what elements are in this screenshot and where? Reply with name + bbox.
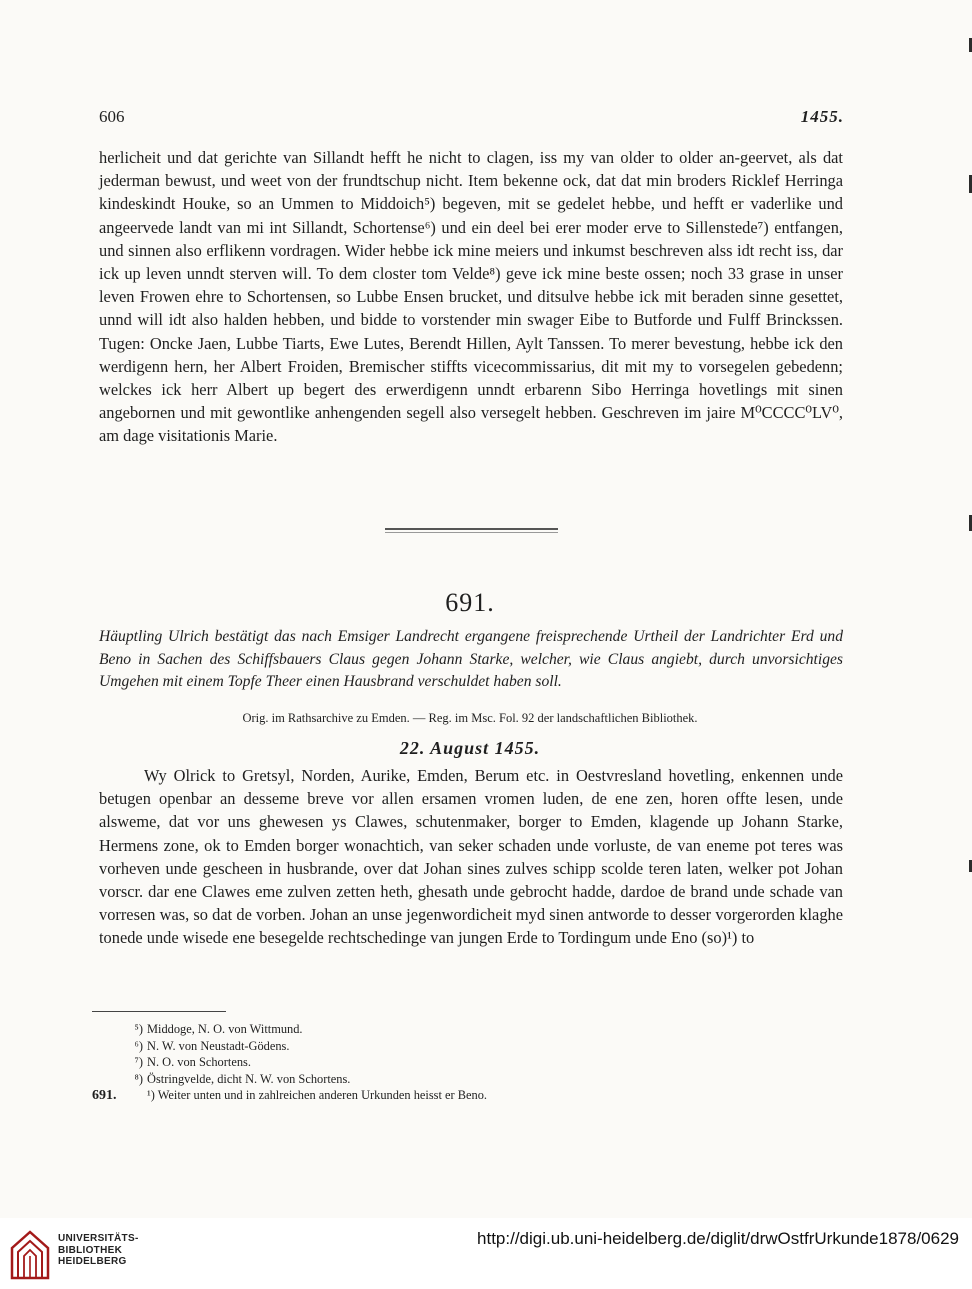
footnote-text: N. O. von Schortens. [147, 1055, 251, 1069]
footnote-text: Östringvelde, dicht N. W. von Schortens. [147, 1071, 351, 1086]
footnote-label: ⁷) [134, 1055, 143, 1069]
footnote-item [92, 1038, 852, 1055]
footnote-text: N. W. von Neustadt-Gödens. [147, 1038, 290, 1053]
library-name-line: UNIVERSITÄTS- [58, 1233, 139, 1244]
document-date: 22. August 1455. [399, 738, 541, 758]
library-name-line: BIBLIOTHEK [58, 1244, 123, 1256]
body-paragraph-1: herlicheit und dat gerichte van Sillandt hefft he nicht to clagen, iss my van older to older an-geervet, als dat jederman bewust, und weet von der frundtschup nicht. Item bekenne ock, dat dat min broders Ricklef Herringa kindeskindt Houke, so an Ummen to Middoich⁵) begeven, mit se gedelet hebbe, und hefft er vaderlike und angeervede landt van mi int Sillandt, Schortense⁶) und ein deel bei erer moder erve to Sillenstede⁷) entfangen, und sinnen also erflikenn vordragen. Wider hebbe ick mine meiers und inkumst beschreven alss idt recht iss, dar ick up leven unndt sterven will. To dem closter tom Velde⁸) geve ick mine beste ossen; noch 33 grase in unser leven Frowen ehre to Schortensen, so Lubbe Ensen brucket, und ditsulve hebbe ick mit beraden sinne gesettet, unnd will idt also halden hebben, und bidde to vorstender min swager Eibe to Butforde und Fulff Brinckssen. Tugen: Oncke Jaen, Lubbe Tiarts, Ewe Lutes, Berendt Hillen, Aylt Tanssen. To merer bevestung, hebbe ick den werdigenn hern, her Albert Froiden, Bremischer stiffts vicecommissarius, dit mit my to vorsegelen gebedenn; welckes ick herr Albert up begert des erwerdigenn unndt erbarenn Sibo Herringa hovetlings mit sinen angebornen und mit gewontlike anhengenden segell also versegelt hebben. Geschreven im jaire M⁰CCCC⁰LV⁰, am dage visitationis Marie. [99, 148, 843, 446]
footnote-label: ⁵) [134, 1022, 143, 1036]
document-number: 691. [445, 588, 495, 617]
page-year: 1455. [800, 107, 844, 126]
document-summary: Häuptling Ulrich bestätigt das nach Emsiger Landrecht ergangene freisprechende Urtheil der Landrichter Erd und Beno in Sachen des Schiffsbauers Claus gegen Johann Starke, welcher, wie Claus angiebt, durch unvorsichtiges Umgehen mit einem Topfe Theer einen Hausbrand verschuldet haben soll. [99, 628, 843, 690]
footnote-text: Middoge, N. O. von Wittmund. [147, 1022, 303, 1036]
footnotes [92, 1021, 852, 1105]
footnote-text: ¹) Weiter unten und in zahlreichen anderen Urkunden heisst er Beno. [147, 1088, 488, 1102]
footnote-rule [92, 1011, 226, 1012]
library-name-line: HEIDELBERG [58, 1256, 127, 1267]
section-divider-thin [385, 532, 558, 533]
viewer-footer [0, 1218, 972, 1289]
footnote-item [92, 1071, 852, 1088]
document-source: Orig. im Rathsarchive zu Emden. — Reg. im Msc. Fol. 92 der landschaftlichen Bibliothek. [242, 711, 698, 725]
page-number: 606 [99, 107, 125, 126]
body-paragraph-2: Wy Olrick to Gretsyl, Norden, Aurike, Emden, Berum etc. in Oestvresland hovetling, enkennen unde betugen openbar an desseme breve vor allen ersamen vromen luden, de ene zen, horen offte lesen, unde alsweme, dat vor uns ghewesen ys Clawes, schutenmaker, borger to Emden, klagende up Johann Starke, Hermens zone, ok to Emden borger wonachtich, van seker schaden unde vorluste, de van eneme pot teres was vorheven unde gescheen in husbrande, over dat Johan sines zulves schipp scolde teren laten, welker pot Johan vorscr. dar ene Clawes eme zulven zetten heth, ghesath unde gebrocht hadde, dardoe de brand unde schade van vorresen was, so dat de vorben. Johan an unse jegenwordicheit myd sinen antworde to desser vorgerorden klaghe tonede unde wisede ene besegelde rechtschedinge van jungen Erde to Tordingum unde Eno (so)¹) to [99, 766, 843, 948]
section-divider [385, 528, 558, 530]
footnote-item [92, 1087, 852, 1105]
footnote-label: 691. [92, 1088, 117, 1103]
library-name[interactable] [58, 1233, 139, 1268]
permalink-url[interactable]: http://digi.ub.uni-heidelberg.de/diglit/drwOstfrUrkunde1878/0629 [477, 1229, 959, 1248]
footnote-label: ⁶) [134, 1038, 143, 1053]
footnote-item [92, 1054, 852, 1071]
footnote-item [92, 1021, 852, 1038]
footnote-label: ⁸) [134, 1071, 143, 1086]
ub-heidelberg-logo-icon[interactable] [8, 1226, 52, 1282]
